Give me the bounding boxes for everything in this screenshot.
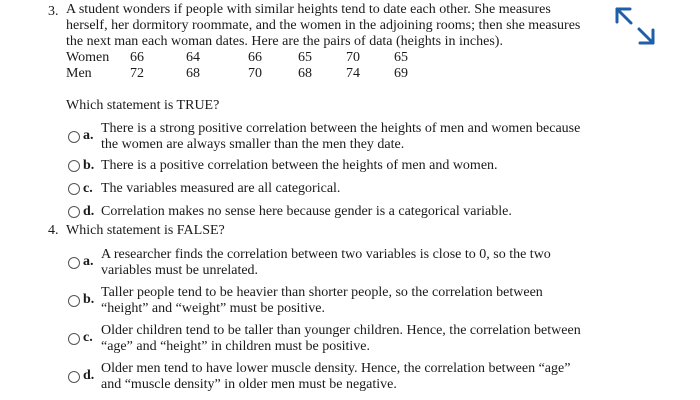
option-line: the women are always smaller than the men they date. bbox=[101, 137, 405, 152]
option-line: “age” and “height” in children must be positive. bbox=[101, 339, 371, 354]
q3-option-a[interactable] bbox=[68, 121, 608, 155]
option-text: There is a positive correlation between the heights of men and women. bbox=[101, 158, 498, 173]
option-line: variables must be unrelated. bbox=[101, 263, 259, 278]
radio-button[interactable] bbox=[68, 160, 80, 172]
option-letter: c. bbox=[83, 181, 93, 196]
option-text bbox=[101, 247, 611, 279]
men-cell: 68 bbox=[186, 66, 200, 81]
option-text bbox=[101, 361, 611, 393]
question-4-prompt: Which statement is FALSE? bbox=[66, 223, 225, 238]
radio-button[interactable] bbox=[68, 371, 80, 383]
option-text bbox=[101, 285, 611, 317]
q4-option-d[interactable] bbox=[68, 361, 608, 395]
option-line: Older children tend to be taller than younger children. Hence, the correlation between bbox=[101, 323, 581, 338]
question-4-number: 4. bbox=[48, 223, 59, 238]
table-row-women bbox=[66, 50, 424, 66]
option-letter: c. bbox=[83, 330, 93, 345]
row-label-men: Men bbox=[66, 66, 92, 81]
option-letter: d. bbox=[83, 368, 95, 383]
option-letter: d. bbox=[83, 204, 95, 219]
option-line: There is a strong positive correlation between the heights of men and women because bbox=[101, 121, 581, 136]
women-cell: 66 bbox=[248, 50, 262, 65]
option-text: The variables measured are all categorical. bbox=[101, 181, 341, 196]
row-label-women: Women bbox=[66, 50, 110, 65]
question-3-number: 3. bbox=[48, 4, 59, 19]
women-cell: 70 bbox=[346, 50, 360, 65]
men-cell: 68 bbox=[298, 66, 312, 81]
option-line: Taller people tend to be heavier than shorter people, so the correlation between bbox=[101, 285, 543, 300]
option-line: and “muscle density” in older men must be negative. bbox=[101, 377, 397, 392]
women-cell: 65 bbox=[394, 50, 408, 65]
women-cell: 64 bbox=[186, 50, 200, 65]
radio-button[interactable] bbox=[68, 295, 80, 307]
radio-button[interactable] bbox=[68, 183, 80, 195]
radio-button[interactable] bbox=[68, 257, 80, 269]
option-letter: b. bbox=[83, 158, 95, 173]
q4-option-c[interactable] bbox=[68, 323, 608, 357]
question-3-prompt: Which statement is TRUE? bbox=[66, 98, 220, 113]
question-3-stem bbox=[66, 2, 606, 50]
men-cell: 69 bbox=[394, 66, 408, 81]
radio-button[interactable] bbox=[68, 206, 80, 218]
heights-table bbox=[66, 50, 424, 82]
stem-line-3: the next man each woman dates. Here are the pairs of data (heights in inches). bbox=[66, 34, 503, 49]
table-row-men bbox=[66, 66, 424, 82]
women-cell: 65 bbox=[298, 50, 312, 65]
option-text bbox=[101, 323, 611, 355]
stem-line-2: herself, her dormitory roommate, and the women in the adjoining rooms; then she measures bbox=[66, 18, 581, 33]
option-letter: b. bbox=[83, 292, 95, 307]
option-line: A researcher finds the correlation between two variables is close to 0, so the two bbox=[101, 247, 551, 262]
stem-line-1: A student wonders if people with similar heights tend to date each other. She measures bbox=[66, 2, 551, 17]
men-cell: 74 bbox=[346, 66, 360, 81]
q4-option-b[interactable] bbox=[68, 285, 608, 319]
q3-option-c[interactable] bbox=[68, 181, 608, 199]
men-cell: 70 bbox=[248, 66, 262, 81]
option-letter: a. bbox=[83, 128, 94, 143]
option-letter: a. bbox=[83, 254, 94, 269]
q4-option-a[interactable] bbox=[68, 247, 608, 281]
option-line: “height” and “weight” must be positive. bbox=[101, 301, 325, 316]
women-cell: 66 bbox=[130, 50, 144, 65]
radio-button[interactable] bbox=[68, 333, 80, 345]
q3-option-b[interactable] bbox=[68, 158, 608, 176]
q3-option-d[interactable] bbox=[68, 204, 608, 222]
option-text bbox=[101, 121, 611, 153]
men-cell: 72 bbox=[130, 66, 144, 81]
option-line: Older men tend to have lower muscle density. Hence, the correlation between “age” bbox=[101, 361, 571, 376]
radio-button[interactable] bbox=[68, 131, 80, 143]
option-text: Correlation makes no sense here because gender is a categorical variable. bbox=[101, 204, 512, 219]
expand-arrows-icon[interactable] bbox=[612, 4, 658, 48]
